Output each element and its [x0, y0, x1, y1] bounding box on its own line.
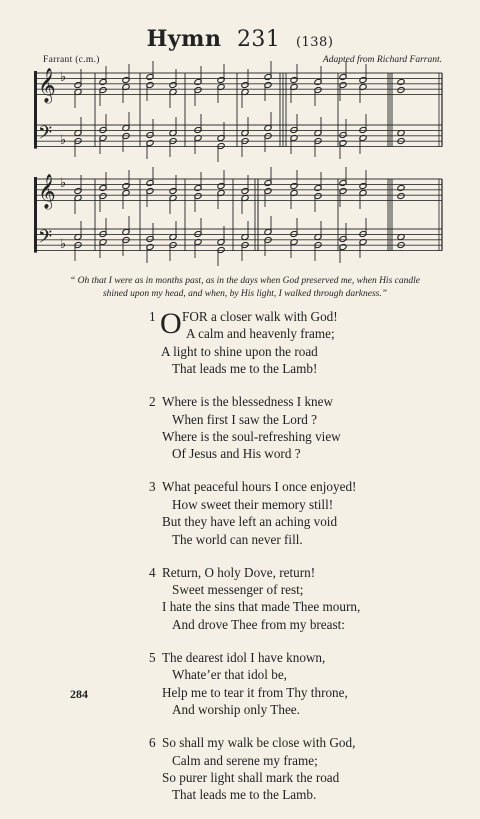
key-signature-flat: ♭: [60, 70, 67, 85]
note-head: [397, 192, 405, 199]
verse: [0, 734, 480, 804]
verse-text: Return, O holy Dove, return!: [162, 564, 316, 580]
verse-number: 1: [149, 309, 156, 324]
key-signature-flat: ♭: [60, 133, 67, 148]
verse-line: And worship only Thee.: [172, 702, 300, 718]
verse: [0, 478, 480, 548]
verse: [0, 393, 480, 463]
verse-line: That leads me to the Lamb.: [172, 787, 317, 803]
verse-line: Of Jesus and His word ?: [172, 446, 301, 462]
verse-line: How sweet their memory still!: [172, 496, 334, 512]
verse-number: 4: [149, 564, 156, 580]
verse-line: A light to shine upon the road: [161, 343, 318, 359]
key-signature-flat: ♭: [60, 237, 67, 252]
verse-line: So purer light shall mark the road: [162, 769, 340, 785]
treble-clef: 𝄞: [38, 68, 56, 103]
verse-line: A calm and heavenly frame;: [186, 326, 335, 342]
scripture-quote: [50, 275, 440, 301]
verse-line: Whate’er that idol be,: [172, 667, 287, 683]
quote-line: “ Oh that I were as in months past, as in the days when God preserved me, when His candle: [70, 276, 420, 286]
bass-clef: 𝄢: [38, 123, 53, 148]
hymn-title-word: Hymn: [146, 26, 222, 52]
verse-line: [0, 649, 480, 666]
drop-cap: O: [160, 307, 182, 340]
verse-text: So shall my walk be close with God,: [162, 735, 356, 751]
page-number: 284: [70, 687, 88, 701]
verse-line: But they have left an aching void: [162, 514, 338, 530]
verse-text: FOR a closer walk with God!: [182, 309, 338, 324]
tune-name: Farrant (c.m.): [43, 55, 100, 65]
verse-number: 6: [149, 735, 156, 751]
verse-line: Calm and serene my frame;: [172, 752, 318, 768]
verse-line: Help me to tear it from Thy throne,: [162, 684, 348, 700]
hymn-number: 231: [236, 27, 281, 52]
system-brace: [34, 177, 37, 253]
hymn-alt-number: (138): [295, 35, 334, 50]
verses: [0, 308, 480, 819]
verse: [0, 308, 480, 378]
key-signature-flat: ♭: [60, 176, 67, 191]
verse-line: The world can never fill.: [172, 531, 303, 547]
verse-text: What peaceful hours I once enjoyed!: [162, 479, 357, 495]
verse-line: And drove Thee from my breast:: [172, 616, 345, 632]
verse-line: [0, 564, 480, 581]
verse-line: I hate the sins that made Thee mourn,: [162, 599, 361, 615]
verse-line: Sweet messenger of rest;: [172, 582, 304, 598]
verse: [0, 649, 480, 719]
note-head: [397, 86, 405, 93]
verse: [0, 564, 480, 634]
verse-text: The dearest idol I have known,: [162, 649, 326, 665]
system-brace: [34, 71, 37, 149]
verse-line: [0, 393, 480, 410]
verse-line: [0, 478, 480, 495]
note-head: [397, 184, 405, 191]
music-score: [0, 0, 480, 270]
verse-line: Where is the soul-refreshing view: [162, 429, 341, 445]
quote-line: shined upon my head, and when, by His light, I walked through darkness.”: [102, 289, 388, 299]
verse-line: [0, 734, 480, 751]
verse-line: That leads me to the Lamb!: [172, 361, 318, 377]
verse-number: 3: [149, 479, 156, 495]
bass-clef: 𝄢: [38, 227, 53, 252]
treble-clef: 𝄞: [38, 174, 56, 209]
verse-number: 2: [149, 394, 156, 410]
note-head: [397, 78, 405, 85]
verse-number: 5: [149, 649, 156, 665]
verse-line: When first I saw the Lord ?: [172, 411, 318, 427]
tune-attribution: Adapted from Richard Farrant.: [322, 55, 442, 65]
verse-text: Where is the blessedness I knew: [162, 394, 334, 410]
